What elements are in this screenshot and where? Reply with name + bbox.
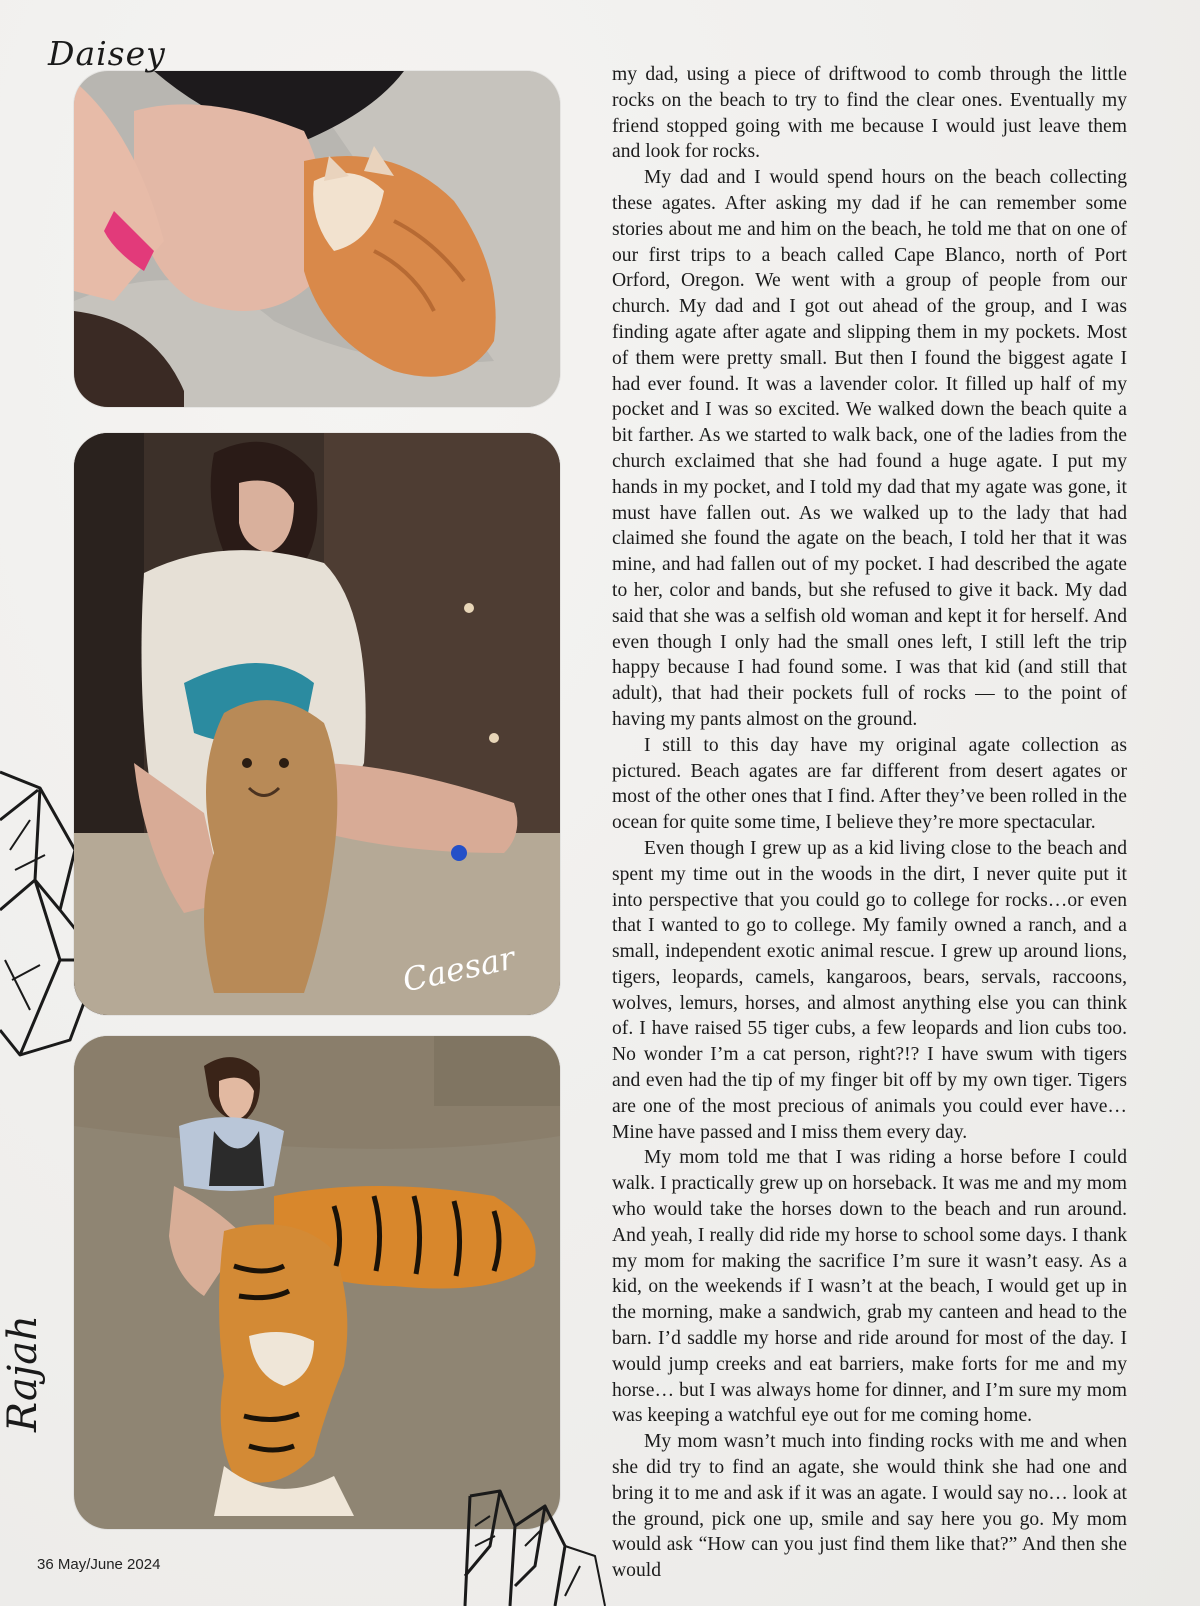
- article-paragraph: I still to this day have my original agate collection as pictured. Beach agates are far different from desert agates or most of the other ones that I find. After they’ve been rolled in the ocean for quite some time, I believe they’re more spectacular.: [612, 734, 1127, 834]
- crystal-doodle-bottom: [455, 1486, 615, 1606]
- photo-caption-rajah: Rajah: [0, 1315, 46, 1432]
- photo-caption-daisey: Daisey: [48, 34, 166, 73]
- photo-girl-with-kitten: [74, 71, 560, 407]
- article-paragraph: My dad and I would spend hours on the beach collecting these agates. After asking my dad if he can remember some stories about me and him on the beach, he told me that on one of our first trips to a beach called Cape Blanco, north of Port Orford, Oregon. We went with a group of people from our church. My dad and I got out ahead of the group, and I was finding agate after agate and slipping them in my pockets. Most of them were pretty small. But then I found the biggest agate I had ever found. It was a lavender color. It filled up half of my pocket and I was so excited. We walked down the beach quite a bit farther. As we started to walk back, one of the ladies from the church exclaimed that she had found a huge agate. I put my hands in my pocket, and I told my dad that my agate was gone, it must have fallen out. As we walked up to the lady that had claimed she found the agate on the beach, I told her that it was mine, and had fallen out of my pocket. I had described the agate to her, color and bands, but she refused to give it back. My dad said that she was a selfish old woman and kept it for herself. And even though I only had the small ones left, I still left the trip happy because I had found some. I was that kid (and still that adult), that had their pockets full of rocks — to the point of having my pants almost on the ground.: [612, 167, 1127, 730]
- page-folio: 36 May/June 2024: [37, 1556, 161, 1573]
- photo-woman-with-tiger: [74, 1036, 560, 1529]
- article-paragraph: My mom told me that I was riding a horse before I could walk. I practically grew up on horseback. It was me and my mom who would take the horses down to the beach and run around. And yeah, I really did ride my horse to school some days. I thank my mom for making the sacrifice I’m sure it wasn’t easy. As a kid, on the weekends if I wasn’t at the beach, I would get up in the morning, make a sandwich, grab my canteen and head to the barn. I’d saddle my horse and ride around for most of the day. I would jump creeks and eat barriers, make forts for me and my horse… but I was always home for dinner, and I’m sure my mom was keeping a watchful eye out for me coming home.: [612, 1147, 1127, 1427]
- photo-girl-with-lion-cub: [74, 433, 560, 1015]
- article-paragraph: Even though I grew up as a kid living close to the beach and spent my time out in the woods in the dirt, I never quite put it into perspective that you could go to college for rocks…or even that I wanted to go to college. My family owned a ranch, and a small, independent exotic animal rescue. I grew up around lions, tigers, leopards, camels, kangaroos, bears, servals, raccoons, wolves, lemurs, horses, and almost anything else you can think of. I have raised 55 tiger cubs, a few leopards and lion cubs too. No wonder I’m a cat person, right?!? I have swum with tigers and even had the tip of my finger bit off by my own tiger. Tigers are one of the most precious of animals you could ever have…Mine have passed and I miss them every day.: [612, 837, 1127, 1143]
- photo-caption-caesar: Caesar: [399, 938, 519, 1000]
- article-paragraph: my dad, using a piece of driftwood to comb through the little rocks on the beach to try to find the clear ones. Eventually my friend stopped going with me because I would just leave them and look for rocks.: [612, 64, 1127, 163]
- article-paragraph: My mom wasn’t much into finding rocks with me and when she did try to find an agate, she would think she had one and bring it to me and ask if it was an agate. I would say no… look at the ground, pick one up, smile and say here you go. My mom would ask “How can you just find them like that?” And then she would: [612, 1431, 1127, 1582]
- article-body: [612, 62, 1127, 1584]
